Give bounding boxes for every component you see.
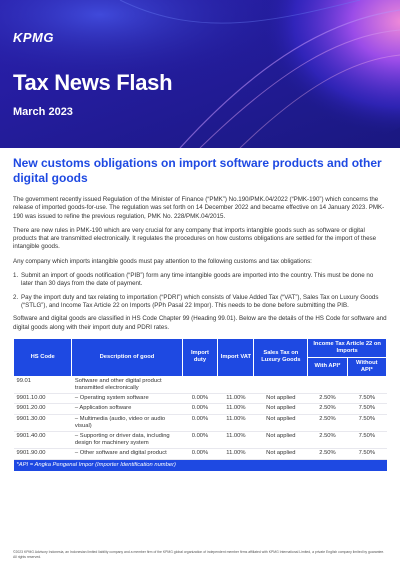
vat-cell: 11.00% (218, 449, 254, 459)
duty-cell (182, 376, 218, 393)
vat-cell (218, 376, 254, 393)
table-row (14, 414, 387, 431)
list-number: 1. (13, 272, 19, 280)
paragraph: There are new rules in PMK-190 which are very crucial for any company that imports intangible goods such as software or digital products that are transmitted electronically. It regulates the procedures on how customs obligations are settled for the import of these intangible goods. (13, 226, 377, 251)
description-cell: – Supporting or driver data, including design for machinery system (72, 432, 182, 449)
hs-code-cell: 99.01 (14, 376, 72, 393)
paragraph: The government recently issued Regulation of the Minister of Finance (“PMK”) No.190/PMK.04/2022 (“PMK-190”) which concerns the release of imported goods-for-use. The regulation was set forth on 14 December 2022 and became effective on 14 January 2023. PMK-190 was issued to refine the previous regulation, PMK No. 228/PMK.04/2015. (13, 196, 385, 220)
stlg-cell: Not applied (254, 404, 308, 414)
without-api-cell (347, 376, 386, 393)
table-footnote-row (14, 459, 387, 471)
header-hs-code: HS Code (14, 338, 72, 376)
without-api-cell: 7.50% (347, 394, 386, 404)
table-row (14, 394, 387, 404)
stlg-cell: Not applied (254, 449, 308, 459)
hs-code-cell: 9901.40.00 (14, 432, 72, 449)
article-body (13, 156, 387, 471)
description-cell: – Other software and digital product (72, 449, 182, 459)
with-api-cell: 2.50% (308, 449, 347, 459)
stlg-cell: Not applied (254, 394, 308, 404)
with-api-cell: 2.50% (308, 414, 347, 431)
table-intro: Software and digital goods are classified in HS Code Chapter 99 (Heading 99.01). Below are the details of the HS Code for software and digital goods along with their import duty and PDRI rates. (13, 315, 387, 331)
description-cell: Software and other digital product transmitted electronically (72, 376, 182, 393)
vat-cell: 11.00% (218, 394, 254, 404)
table-footnote: *API = Angka Pengenal Impor (Importer Identification number) (14, 459, 387, 471)
with-api-cell (308, 376, 347, 393)
duty-cell: 0.00% (182, 432, 218, 449)
header-import-duty: Import duty (182, 338, 218, 376)
with-api-cell: 2.50% (308, 394, 347, 404)
without-api-cell: 7.50% (347, 449, 386, 459)
with-api-cell: 2.50% (308, 404, 347, 414)
header-import-vat: Import VAT (218, 338, 254, 376)
description-cell: – Operating system software (72, 394, 182, 404)
list-item (13, 272, 387, 289)
hero-banner (0, 0, 400, 148)
stlg-cell: Not applied (254, 414, 308, 431)
stlg-cell: Not applied (254, 432, 308, 449)
kpmg-logo: KPMG (13, 30, 54, 45)
without-api-cell: 7.50% (347, 432, 386, 449)
description-cell: – Application software (72, 404, 182, 414)
header-income-tax: Income Tax Article 22 on Imports (308, 338, 387, 357)
header-without-api: Without API* (347, 357, 386, 376)
vat-cell: 11.00% (218, 404, 254, 414)
vat-cell: 11.00% (218, 414, 254, 431)
duty-cell: 0.00% (182, 404, 218, 414)
description-cell: – Multimedia (audio, video or audio visual) (72, 414, 182, 431)
duty-cell: 0.00% (182, 449, 218, 459)
table-row (14, 449, 387, 459)
article-headline: New customs obligations on import software products and other digital goods (13, 156, 382, 185)
hs-code-cell: 9901.90.00 (14, 449, 72, 459)
list-number: 2. (13, 293, 19, 301)
without-api-cell: 7.50% (347, 414, 386, 431)
with-api-cell: 2.50% (308, 432, 347, 449)
header-with-api: With API* (308, 357, 347, 376)
stlg-cell (254, 376, 308, 393)
hs-code-table (13, 338, 387, 471)
table-row (14, 432, 387, 449)
vat-cell: 11.00% (218, 432, 254, 449)
table-row (14, 404, 387, 414)
hs-code-cell: 9901.10.00 (14, 394, 72, 404)
hs-code-cell: 9901.20.00 (14, 404, 72, 414)
without-api-cell: 7.50% (347, 404, 386, 414)
hs-code-cell: 9901.30.00 (14, 414, 72, 431)
list-item-text: Submit an import of goods notification (“PIB”) form any time intangible goods are imported into the country. This must be done no later than 30 days from the date of payment. (21, 272, 374, 288)
issue-date: March 2023 (13, 106, 73, 118)
copyright-footer: ©2023 KPMG Advisory Indonesia, an Indonesian limited liability company and a member firm of the KPMG global organization of independent member firms affiliated with KPMG International Limited, a private English company limited by guarantee. All rights reserved. (13, 550, 385, 559)
list-item (13, 294, 387, 311)
list-item-text: Pay the import duty and tax relating to importation (“PDRI”) which consists of Value Added Tax (“VAT”), Sales Tax on Luxury Goods (“STLG”), and Income Tax Article 22 on Imports (PPh Pasal 22 Impor). This needs to be done before submitting the PIB. (21, 293, 379, 309)
header-sales-tax: Sales Tax on Luxury Goods (254, 338, 308, 376)
obligations-list (13, 272, 387, 310)
paragraph: Any company which imports intangible goods must pay attention to the following customs and tax obligations: (13, 257, 312, 265)
duty-cell: 0.00% (182, 394, 218, 404)
newsletter-title: Tax News Flash (13, 70, 173, 95)
table-row (14, 376, 387, 393)
header-description: Description of good (72, 338, 182, 376)
duty-cell: 0.00% (182, 414, 218, 431)
